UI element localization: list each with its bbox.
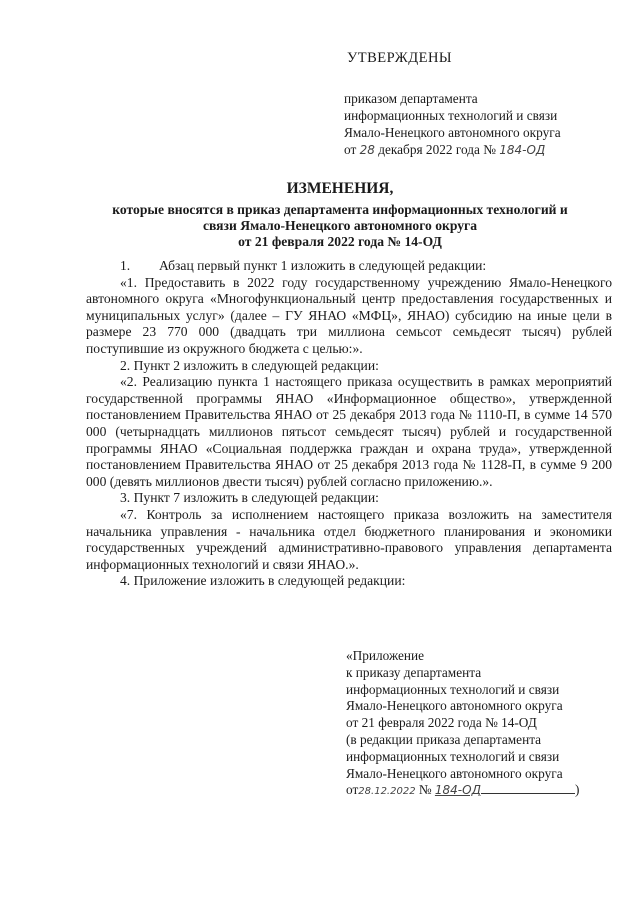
- appendix-line: информационных технологий и связи: [346, 748, 560, 764]
- heading-title: ИЗМЕНЕНИЯ,: [286, 180, 394, 197]
- appendix-line: Ямало-Ненецкого автономного округа: [346, 698, 563, 714]
- paragraph-1-number: 1.: [120, 258, 131, 273]
- heading-line: которые вносятся в приказ департамента информационных технологий и: [112, 202, 568, 217]
- handwritten-appendix-number: 184-ОД: [434, 783, 481, 798]
- handwritten-date: 28.12.2022: [358, 786, 416, 798]
- appendix-block: [346, 648, 614, 801]
- approval-line: приказом департамента: [344, 91, 478, 106]
- handwritten-day: 28: [359, 143, 375, 157]
- appendix-line: Ямало-Ненецкого автономного округа: [346, 765, 563, 781]
- heading-line: связи Ямало-Ненецкого автономного округа: [202, 218, 478, 233]
- approval-date-prefix: от: [344, 142, 357, 157]
- appendix-line: «Приложение: [346, 648, 425, 663]
- paragraph-3-quote: «7. Контроль за исполнением настоящего приказа возложить на заместителя начальника управления - начальника отдел бюджетного планирования и экономики государственных учреждений административно-правового управления департамента информационных технологий и связи ЯНАО.».: [86, 506, 612, 572]
- handwritten-order-number: 184-ОД: [499, 143, 546, 157]
- approval-title: УТВЕРЖДЕНЫ: [347, 50, 453, 66]
- paragraph-2-quote: «2. Реализацию пункта 1 настоящего приказа осуществить в рамках мероприятий государственной программы ЯНАО «Информационное общество», утвержденной постановлением Правительства ЯНАО от 25 декабря 2013 года № 1110-П, в сумме 14 570 000 (четырнадцать миллионов пятьсот семьдесят тысяч) рублей и государственной программы ЯНАО «Социальная поддержка граждан и охрана труда», утвержденной постановлением Правительства ЯНАО от 25 декабря 2013 года № 1128-П, в сумме 9 200 000 (девять миллионов двести тысяч) рублей согласно приложению.».: [86, 374, 612, 489]
- appendix-line: (в редакции приказа департамента: [346, 731, 542, 747]
- signature-line: [481, 793, 575, 794]
- approval-block: [344, 90, 614, 159]
- paragraph-2: 2. Пункт 2 изложить в следующей редакции:: [120, 357, 379, 373]
- appendix-date-line: [346, 782, 614, 801]
- appendix-line: к приказу департамента: [346, 664, 482, 680]
- appendix-number-sign: №: [418, 782, 432, 798]
- paragraph-1-text: Абзац первый пункт 1 изложить в следующей редакции:: [159, 258, 487, 273]
- paragraph-1-intro: [86, 258, 612, 275]
- document-body: [86, 258, 612, 590]
- approval-date-line: [344, 141, 614, 159]
- paragraph-4: 4. Приложение изложить в следующей редакции:: [120, 573, 406, 589]
- appendix-line: информационных технологий и связи: [346, 681, 560, 697]
- approval-line: информационных технологий и связи: [344, 108, 558, 123]
- paragraph-3: 3. Пункт 7 изложить в следующей редакции:: [120, 490, 379, 506]
- appendix-date-prefix: от: [346, 782, 359, 798]
- appendix-closing: ): [574, 782, 580, 798]
- approval-line: Ямало-Ненецкого автономного округа: [344, 125, 561, 140]
- paragraph-1-quote: «1. Предоставить в 2022 году государственному учреждению Ямало-Ненецкого автономного округа «Многофункциональный центр предоставления государственных и муниципальных услуг» (далее – ГУ ЯНАО «МФЦ», ЯНАО) субсидию на иные цели в размере 23 770 000 (двадцать три миллиона семьсот семьдесят тысяч) рублей поступившие из окружного бюджета с целью:».: [86, 274, 612, 356]
- heading-line: от 21 февраля 2022 года № 14-ОД: [238, 234, 442, 249]
- document-heading: [60, 180, 620, 250]
- appendix-line: от 21 февраля 2022 года № 14-ОД: [346, 715, 537, 731]
- approval-date-rest: декабря 2022 года №: [378, 142, 496, 157]
